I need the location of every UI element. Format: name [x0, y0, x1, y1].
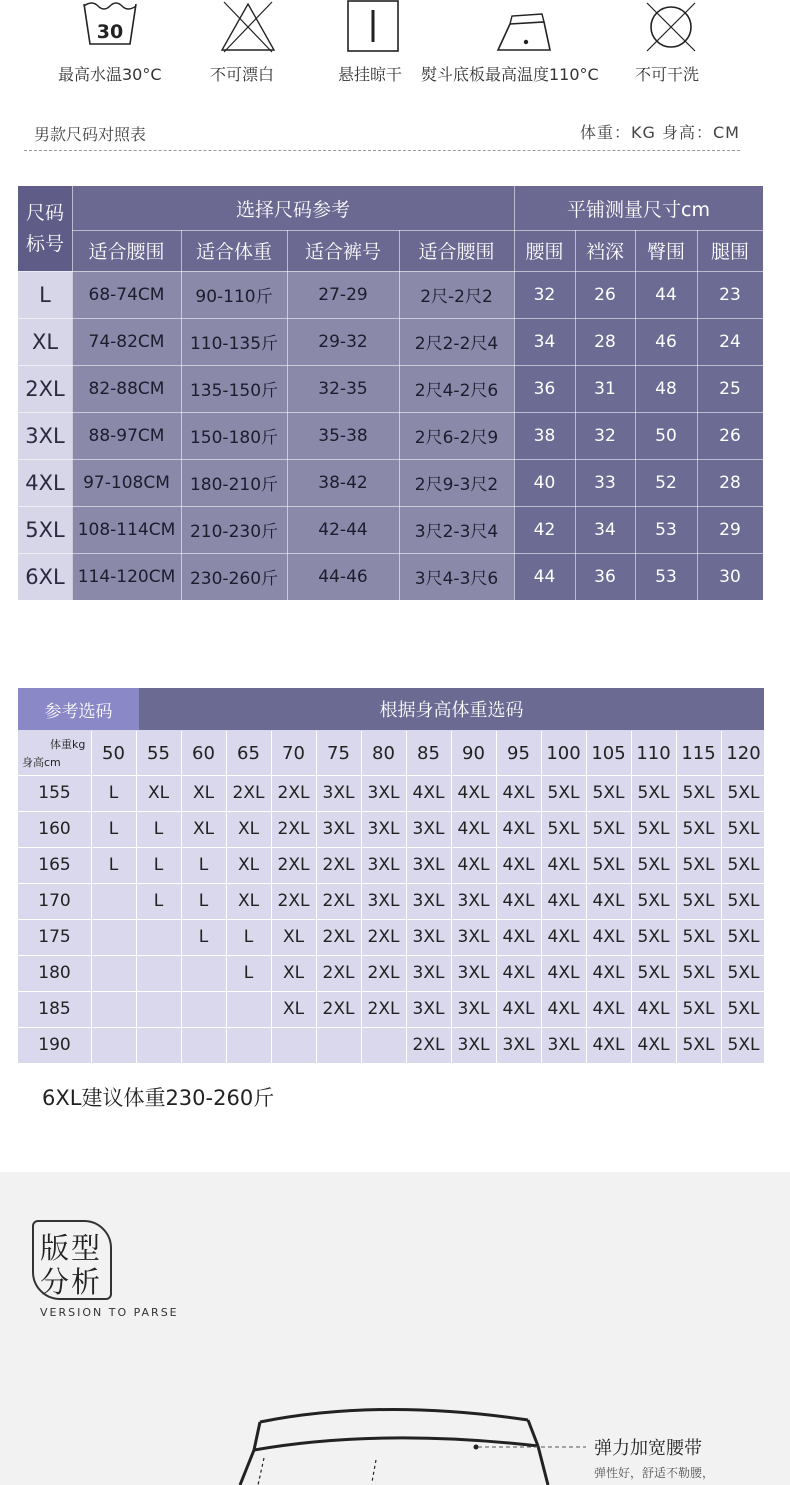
- care-instructions: [0, 0, 790, 100]
- grid-line: [676, 731, 677, 1063]
- grid-line: [18, 991, 764, 992]
- size-recommendation-cell: 2XL: [367, 999, 400, 1019]
- height-weight-title: 根据身高体重选码: [139, 688, 764, 730]
- size-code-cell: L: [18, 271, 72, 318]
- grid-line: [496, 731, 497, 1063]
- grid-line: [18, 412, 763, 413]
- size-recommendation-cell: 2XL: [277, 891, 310, 911]
- fit-weight-cell: 150-180斤: [189, 428, 279, 448]
- measure-cell: 36: [533, 378, 556, 399]
- height-row-label: 185: [38, 999, 71, 1019]
- measure-cell: 31: [594, 378, 616, 399]
- size-recommendation-cell: XL: [237, 819, 260, 839]
- size-recommendation-cell: XL: [192, 819, 215, 839]
- size-recommendation-cell: 3XL: [412, 927, 445, 947]
- size-recommendation-cell: 2XL: [322, 891, 355, 911]
- grid-line: [575, 230, 576, 600]
- size-recommendation-cell: L: [108, 819, 119, 839]
- size-recommendation-cell: XL: [237, 891, 260, 911]
- size-chart-title: 男款尺码对照表: [34, 125, 147, 144]
- fit-pants-cell: 38-42: [318, 472, 368, 493]
- measure-cell: 32: [594, 425, 616, 446]
- size-recommendation-cell: L: [243, 963, 254, 983]
- wash-temperature: 30: [96, 21, 124, 43]
- weight-axis-label: 体重kg: [50, 738, 86, 751]
- fit-weight-cell: 180-210斤: [189, 475, 279, 495]
- size-recommendation-cell: 4XL: [547, 963, 580, 983]
- size-recommendation-cell: [91, 1027, 136, 1063]
- size-recommendation-cell: 2XL: [367, 963, 400, 983]
- size-recommendation-cell: 3XL: [322, 783, 355, 803]
- grid-line: [18, 847, 764, 848]
- fit-waist-chi-cell: 2尺2-2尺4: [414, 334, 499, 354]
- size-recommendation-cell: 2XL: [412, 1035, 445, 1055]
- size-recommendation-cell: [316, 1027, 361, 1063]
- weight-header: 60: [192, 742, 215, 764]
- care-label-hang: 悬挂晾干: [338, 65, 403, 84]
- size-chart-units: 体重：KG 身高：CM: [580, 123, 740, 142]
- size-recommendation-cell: 3XL: [367, 783, 400, 803]
- height-row-label: 155: [38, 783, 71, 803]
- size-recommendation-cell: 5XL: [727, 783, 760, 803]
- fit-waist-cell: 82-88CM: [88, 378, 165, 399]
- grid-line: [287, 230, 288, 600]
- measure-cell: 36: [594, 566, 616, 587]
- size-recommendation-cell: XL: [237, 855, 260, 875]
- size-recommendation-cell: 5XL: [682, 891, 715, 911]
- grid-line: [18, 553, 763, 554]
- size-recommendation-cell: [226, 991, 271, 1027]
- measure-cell: 42: [533, 519, 556, 540]
- waistband-callout-sub: 弹性好，舒适不勒腰，: [594, 1466, 715, 1480]
- size-recommendation-cell: 3XL: [412, 963, 445, 983]
- measure-cell: 44: [655, 284, 677, 305]
- corner-diagonal: [18, 731, 91, 775]
- grid-line: [406, 731, 407, 1063]
- measure-cell: 26: [719, 425, 741, 446]
- size-recommendation-cell: 3XL: [367, 819, 400, 839]
- size-recommendation-cell: 5XL: [727, 963, 760, 983]
- fit-waist-chi-cell: 3尺4-3尺6: [414, 569, 499, 589]
- care-label-bleach: 不可漂白: [210, 65, 275, 84]
- fit-waist-cell: 68-74CM: [88, 284, 165, 305]
- weight-header: 95: [507, 742, 530, 764]
- size-recommendation-cell: [226, 1027, 271, 1063]
- measure-cell: 28: [719, 472, 741, 493]
- size-recommendation-cell: 2XL: [277, 819, 310, 839]
- size-recommendation-cell: 3XL: [457, 999, 490, 1019]
- fit-waist-cell: 108-114CM: [77, 519, 176, 540]
- size-recommendation-cell: 4XL: [592, 927, 625, 947]
- grid-line: [271, 731, 272, 1063]
- size-recommendation-cell: 2XL: [367, 927, 400, 947]
- size-recommendation-cell: 4XL: [637, 1035, 670, 1055]
- measure-cell: 50: [655, 425, 677, 446]
- size-recommendation-cell: XL: [282, 999, 305, 1019]
- measure-cell: 53: [655, 566, 677, 587]
- size-recommendation-cell: 2XL: [232, 783, 265, 803]
- size-recommendation-cell: 4XL: [592, 999, 625, 1019]
- fit-weight-cell: 135-150斤: [189, 381, 279, 401]
- height-row-label: 175: [38, 927, 71, 947]
- grid-line: [18, 883, 764, 884]
- grid-line: [631, 731, 632, 1063]
- size-recommendation-cell: 5XL: [727, 855, 760, 875]
- measure-cell: 34: [533, 331, 556, 352]
- size-recommendation-cell: L: [198, 891, 209, 911]
- size-recommendation-cell: 5XL: [637, 819, 670, 839]
- iron-icon: [496, 10, 554, 54]
- size-recommendation-cell: 3XL: [457, 927, 490, 947]
- size-recommendation-cell: [136, 1027, 181, 1063]
- grid-line: [181, 731, 182, 1063]
- grid-line: [514, 186, 515, 600]
- grid-line: [18, 775, 764, 776]
- size-recommendation-cell: 4XL: [457, 819, 490, 839]
- size-recommendation-cell: 3XL: [457, 891, 490, 911]
- height-weight-table: [18, 688, 764, 1063]
- grid-line: [72, 186, 73, 600]
- weight-header: 75: [327, 742, 350, 764]
- size-recommendation-cell: [136, 919, 181, 955]
- version-section: [0, 1172, 790, 1485]
- size-recommendation-cell: 5XL: [727, 819, 760, 839]
- measure-cell: 48: [655, 378, 677, 399]
- measure-cell: 33: [594, 472, 616, 493]
- size-recommendation-cell: 3XL: [412, 999, 445, 1019]
- height-axis-label: 身高cm: [22, 756, 61, 769]
- size-recommendation-cell: [136, 991, 181, 1027]
- measure-cell: 46: [655, 331, 677, 352]
- size-recommendation-cell: 5XL: [637, 927, 670, 947]
- col-header-waist-chi: 适合腰围: [418, 241, 495, 263]
- weight-header: 90: [462, 742, 485, 764]
- size-recommendation-cell: 3XL: [367, 855, 400, 875]
- size-recommendation-cell: 5XL: [547, 783, 580, 803]
- size-recommendation-cell: 5XL: [592, 855, 625, 875]
- col-header-waist: 适合腰围: [88, 241, 165, 263]
- fit-waist-chi-cell: 2尺4-2尺6: [414, 381, 499, 401]
- size-recommendation-cell: 5XL: [637, 891, 670, 911]
- size-recommendation-cell: 3XL: [547, 1035, 580, 1055]
- fit-waist-cell: 97-108CM: [83, 472, 170, 493]
- grid-line: [451, 731, 452, 1063]
- size-recommendation-cell: 4XL: [412, 783, 445, 803]
- weight-header: 115: [681, 742, 716, 764]
- ref-group-header: 选择尺码参考: [235, 198, 350, 221]
- size-recommendation-cell: [181, 955, 226, 991]
- grid-line: [697, 230, 698, 600]
- grid-line: [361, 731, 362, 1063]
- size-recommendation-cell: 4XL: [502, 819, 535, 839]
- size-recommendation-cell: L: [108, 855, 119, 875]
- size-recommendation-cell: [181, 1027, 226, 1063]
- fit-pants-cell: 44-46: [318, 566, 368, 587]
- wash-30-icon: [80, 0, 140, 50]
- size-code-cell: 5XL: [18, 506, 72, 553]
- size-recommendation-cell: 5XL: [592, 819, 625, 839]
- grid-line: [18, 459, 763, 460]
- size-recommendation-cell: 3XL: [412, 891, 445, 911]
- weight-header: 105: [591, 742, 626, 764]
- size-recommendation-cell: [91, 955, 136, 991]
- col-header-m-thigh: 腿围: [710, 241, 749, 263]
- dashed-divider: [24, 150, 740, 151]
- size-table: [18, 186, 763, 600]
- version-subtitle: VERSION TO PARSE: [40, 1306, 179, 1319]
- measure-cell: 29: [719, 519, 741, 540]
- grid-line: [18, 811, 764, 812]
- fit-waist-cell: 74-82CM: [88, 331, 165, 352]
- size-recommendation-cell: 4XL: [547, 855, 580, 875]
- grid-line: [18, 318, 763, 319]
- grid-line: [586, 731, 587, 1063]
- size-code-cell: 6XL: [18, 553, 72, 600]
- size-recommendation-cell: 3XL: [412, 855, 445, 875]
- fit-pants-cell: 27-29: [318, 284, 368, 305]
- no-bleach-icon: [218, 0, 278, 54]
- weight-header: 65: [237, 742, 260, 764]
- size-recommendation-cell: 4XL: [502, 999, 535, 1019]
- size-recommendation-cell: 3XL: [502, 1035, 535, 1055]
- weight-header: 100: [546, 742, 581, 764]
- size-recommendation-cell: 4XL: [502, 783, 535, 803]
- size-recommendation-cell: 4XL: [457, 783, 490, 803]
- size-recommendation-cell: 5XL: [727, 927, 760, 947]
- grid-line: [72, 230, 763, 231]
- size-recommendation-cell: XL: [282, 963, 305, 983]
- size-recommendation-cell: 4XL: [637, 999, 670, 1019]
- hang-dry-icon: [347, 0, 401, 54]
- col-header-m-waist: 腰围: [525, 241, 564, 263]
- size-code-cell: 2XL: [18, 365, 72, 412]
- measure-cell: 25: [719, 378, 741, 399]
- size-recommendation-cell: 3XL: [322, 819, 355, 839]
- weight-header: 70: [282, 742, 305, 764]
- measure-cell: 26: [594, 284, 616, 305]
- measure-cell: 32: [533, 284, 556, 305]
- height-row-label: 190: [38, 1035, 71, 1055]
- grid-line: [91, 731, 92, 1063]
- no-dry-clean-icon: [644, 0, 698, 54]
- size-recommendation-cell: 3XL: [457, 963, 490, 983]
- size-recommendation-cell: 4XL: [592, 891, 625, 911]
- grid-line: [18, 1027, 764, 1028]
- measure-cell: 53: [655, 519, 677, 540]
- size-recommendation-cell: 5XL: [682, 855, 715, 875]
- col-header-weight: 适合体重: [195, 241, 272, 263]
- fit-pants-cell: 42-44: [318, 519, 368, 540]
- grid-line: [18, 365, 763, 366]
- size-recommendation-cell: 3XL: [412, 819, 445, 839]
- fit-weight-cell: 90-110斤: [195, 287, 273, 307]
- grid-line: [136, 731, 137, 1063]
- size-recommendation-cell: 4XL: [547, 891, 580, 911]
- size-recommendation-cell: 5XL: [682, 1035, 715, 1055]
- size-recommendation-cell: [361, 1027, 406, 1063]
- grid-line: [18, 506, 763, 507]
- fit-weight-cell: 210-230斤: [189, 522, 279, 542]
- measure-cell: 30: [719, 566, 741, 587]
- size-recommendation-cell: [136, 955, 181, 991]
- care-label-iron: 熨斗底板最高温度110°C: [421, 65, 599, 84]
- size-recommendation-cell: [181, 991, 226, 1027]
- size-recommendation-cell: 5XL: [637, 963, 670, 983]
- size-code-cell: 3XL: [18, 412, 72, 459]
- size-recommendation-cell: [91, 991, 136, 1027]
- measure-cell: 52: [655, 472, 677, 493]
- ref-select-title: 参考选码: [18, 688, 139, 730]
- size-chart-header: [0, 118, 790, 158]
- size-code-header: 尺码 标号: [18, 186, 72, 271]
- height-row-label: 165: [38, 855, 71, 875]
- size-recommendation-cell: 5XL: [682, 927, 715, 947]
- size-recommendation-cell: L: [153, 891, 164, 911]
- grid-line: [18, 919, 764, 920]
- size-recommendation-cell: 2XL: [322, 963, 355, 983]
- size-recommendation-cell: 4XL: [547, 927, 580, 947]
- height-row-label: 170: [38, 891, 71, 911]
- grid-line: [635, 230, 636, 600]
- size-recommendation-cell: 4XL: [502, 855, 535, 875]
- size-recommendation-cell: L: [243, 927, 254, 947]
- measure-cell: 40: [533, 472, 556, 493]
- fit-waist-cell: 88-97CM: [88, 425, 165, 446]
- badge-line-2: 分析: [40, 1265, 103, 1299]
- size-recommendation-cell: 4XL: [457, 855, 490, 875]
- col-header-m-rise: 裆深: [585, 241, 624, 263]
- weight-header: 85: [417, 742, 440, 764]
- size-recommendation-cell: L: [108, 783, 119, 803]
- height-row-label: 160: [38, 819, 71, 839]
- care-label-wash: 最高水温30°C: [58, 65, 162, 84]
- size-recommendation-cell: 2XL: [322, 927, 355, 947]
- fit-pants-cell: 32-35: [318, 378, 368, 399]
- waistband-callout-title: 弹力加宽腰带: [594, 1438, 702, 1459]
- weight-header: 110: [636, 742, 671, 764]
- size-recommendation-cell: [91, 883, 136, 919]
- grid-line: [541, 731, 542, 1063]
- size-recommendation-cell: 4XL: [502, 927, 535, 947]
- fit-waist-cell: 114-120CM: [77, 566, 176, 587]
- size-recommendation-cell: [271, 1027, 316, 1063]
- pants-illustration: [200, 1402, 600, 1485]
- grid-line: [226, 731, 227, 1063]
- weight-header: 80: [372, 742, 395, 764]
- size-recommendation-cell: XL: [192, 783, 215, 803]
- size-recommendation-cell: L: [153, 855, 164, 875]
- size-recommendation-cell: 5XL: [637, 783, 670, 803]
- size-recommendation-cell: 5XL: [682, 963, 715, 983]
- size-recommendation-cell: L: [153, 819, 164, 839]
- fit-waist-chi-cell: 2尺6-2尺9: [414, 428, 499, 448]
- size-recommendation-cell: 5XL: [727, 999, 760, 1019]
- size-recommendation-cell: 2XL: [277, 783, 310, 803]
- size-recommendation-cell: 5XL: [727, 1035, 760, 1055]
- measure-cell: 28: [594, 331, 616, 352]
- weight-header: 55: [147, 742, 170, 764]
- grid-line: [316, 731, 317, 1063]
- size-recommendation-cell: L: [198, 927, 209, 947]
- size-code-cell: 4XL: [18, 459, 72, 506]
- grid-line: [721, 731, 722, 1063]
- size-recommendation-cell: 4XL: [502, 963, 535, 983]
- size-recommendation-cell: 3XL: [367, 891, 400, 911]
- size-recommendation-cell: 5XL: [727, 891, 760, 911]
- size-recommendation-cell: 4XL: [502, 891, 535, 911]
- measure-cell: 34: [594, 519, 616, 540]
- grid-line: [399, 230, 400, 600]
- fit-weight-cell: 110-135斤: [189, 334, 279, 354]
- measure-cell: 24: [719, 331, 741, 352]
- size-recommendation-cell: 4XL: [592, 963, 625, 983]
- measure-cell: 38: [533, 425, 556, 446]
- size-recommendation-cell: 5XL: [682, 783, 715, 803]
- size-recommendation-cell: 4XL: [592, 1035, 625, 1055]
- fit-waist-chi-cell: 3尺2-3尺4: [414, 522, 499, 542]
- size-recommendation-cell: 5XL: [592, 783, 625, 803]
- version-badge: [32, 1220, 112, 1300]
- size-recommendation-cell: [91, 919, 136, 955]
- measure-group-header: 平铺测量尺寸cm: [567, 198, 710, 221]
- size-recommendation-cell: 5XL: [682, 819, 715, 839]
- size-recommendation-cell: 2XL: [322, 855, 355, 875]
- size-recommendation-cell: 5XL: [682, 999, 715, 1019]
- fit-pants-cell: 35-38: [318, 425, 368, 446]
- height-row-label: 180: [38, 963, 71, 983]
- size-recommendation-cell: L: [198, 855, 209, 875]
- fit-weight-cell: 230-260斤: [189, 569, 279, 589]
- size-recommendation-cell: 5XL: [637, 855, 670, 875]
- measure-cell: 44: [533, 566, 556, 587]
- size-recommendation-cell: 2XL: [322, 999, 355, 1019]
- fit-waist-chi-cell: 2尺-2尺2: [420, 287, 493, 307]
- measure-cell: 23: [719, 284, 741, 305]
- size-code-cell: XL: [18, 318, 72, 365]
- size-recommendation-cell: XL: [147, 783, 170, 803]
- grid-line: [181, 230, 182, 600]
- grid-line: [18, 271, 763, 272]
- fit-waist-chi-cell: 2尺9-3尺2: [414, 475, 499, 495]
- col-header-m-hip: 臀围: [646, 241, 685, 263]
- care-label-dry-clean: 不可干洗: [635, 65, 700, 84]
- size-recommendation-cell: XL: [282, 927, 305, 947]
- fit-pants-cell: 29-32: [318, 331, 368, 352]
- size-recommendation-cell: 4XL: [547, 999, 580, 1019]
- badge-line-1: 版型: [40, 1231, 103, 1265]
- size-recommendation-cell: 2XL: [277, 855, 310, 875]
- weight-header: 50: [102, 742, 125, 764]
- col-header-pants: 适合裤号: [304, 241, 381, 263]
- size-recommendation-cell: 5XL: [547, 819, 580, 839]
- size-recommendation-cell: 3XL: [457, 1035, 490, 1055]
- size-note: 6XL建议体重230-260斤: [42, 1086, 275, 1110]
- weight-header: 120: [726, 742, 761, 764]
- grid-line: [18, 955, 764, 956]
